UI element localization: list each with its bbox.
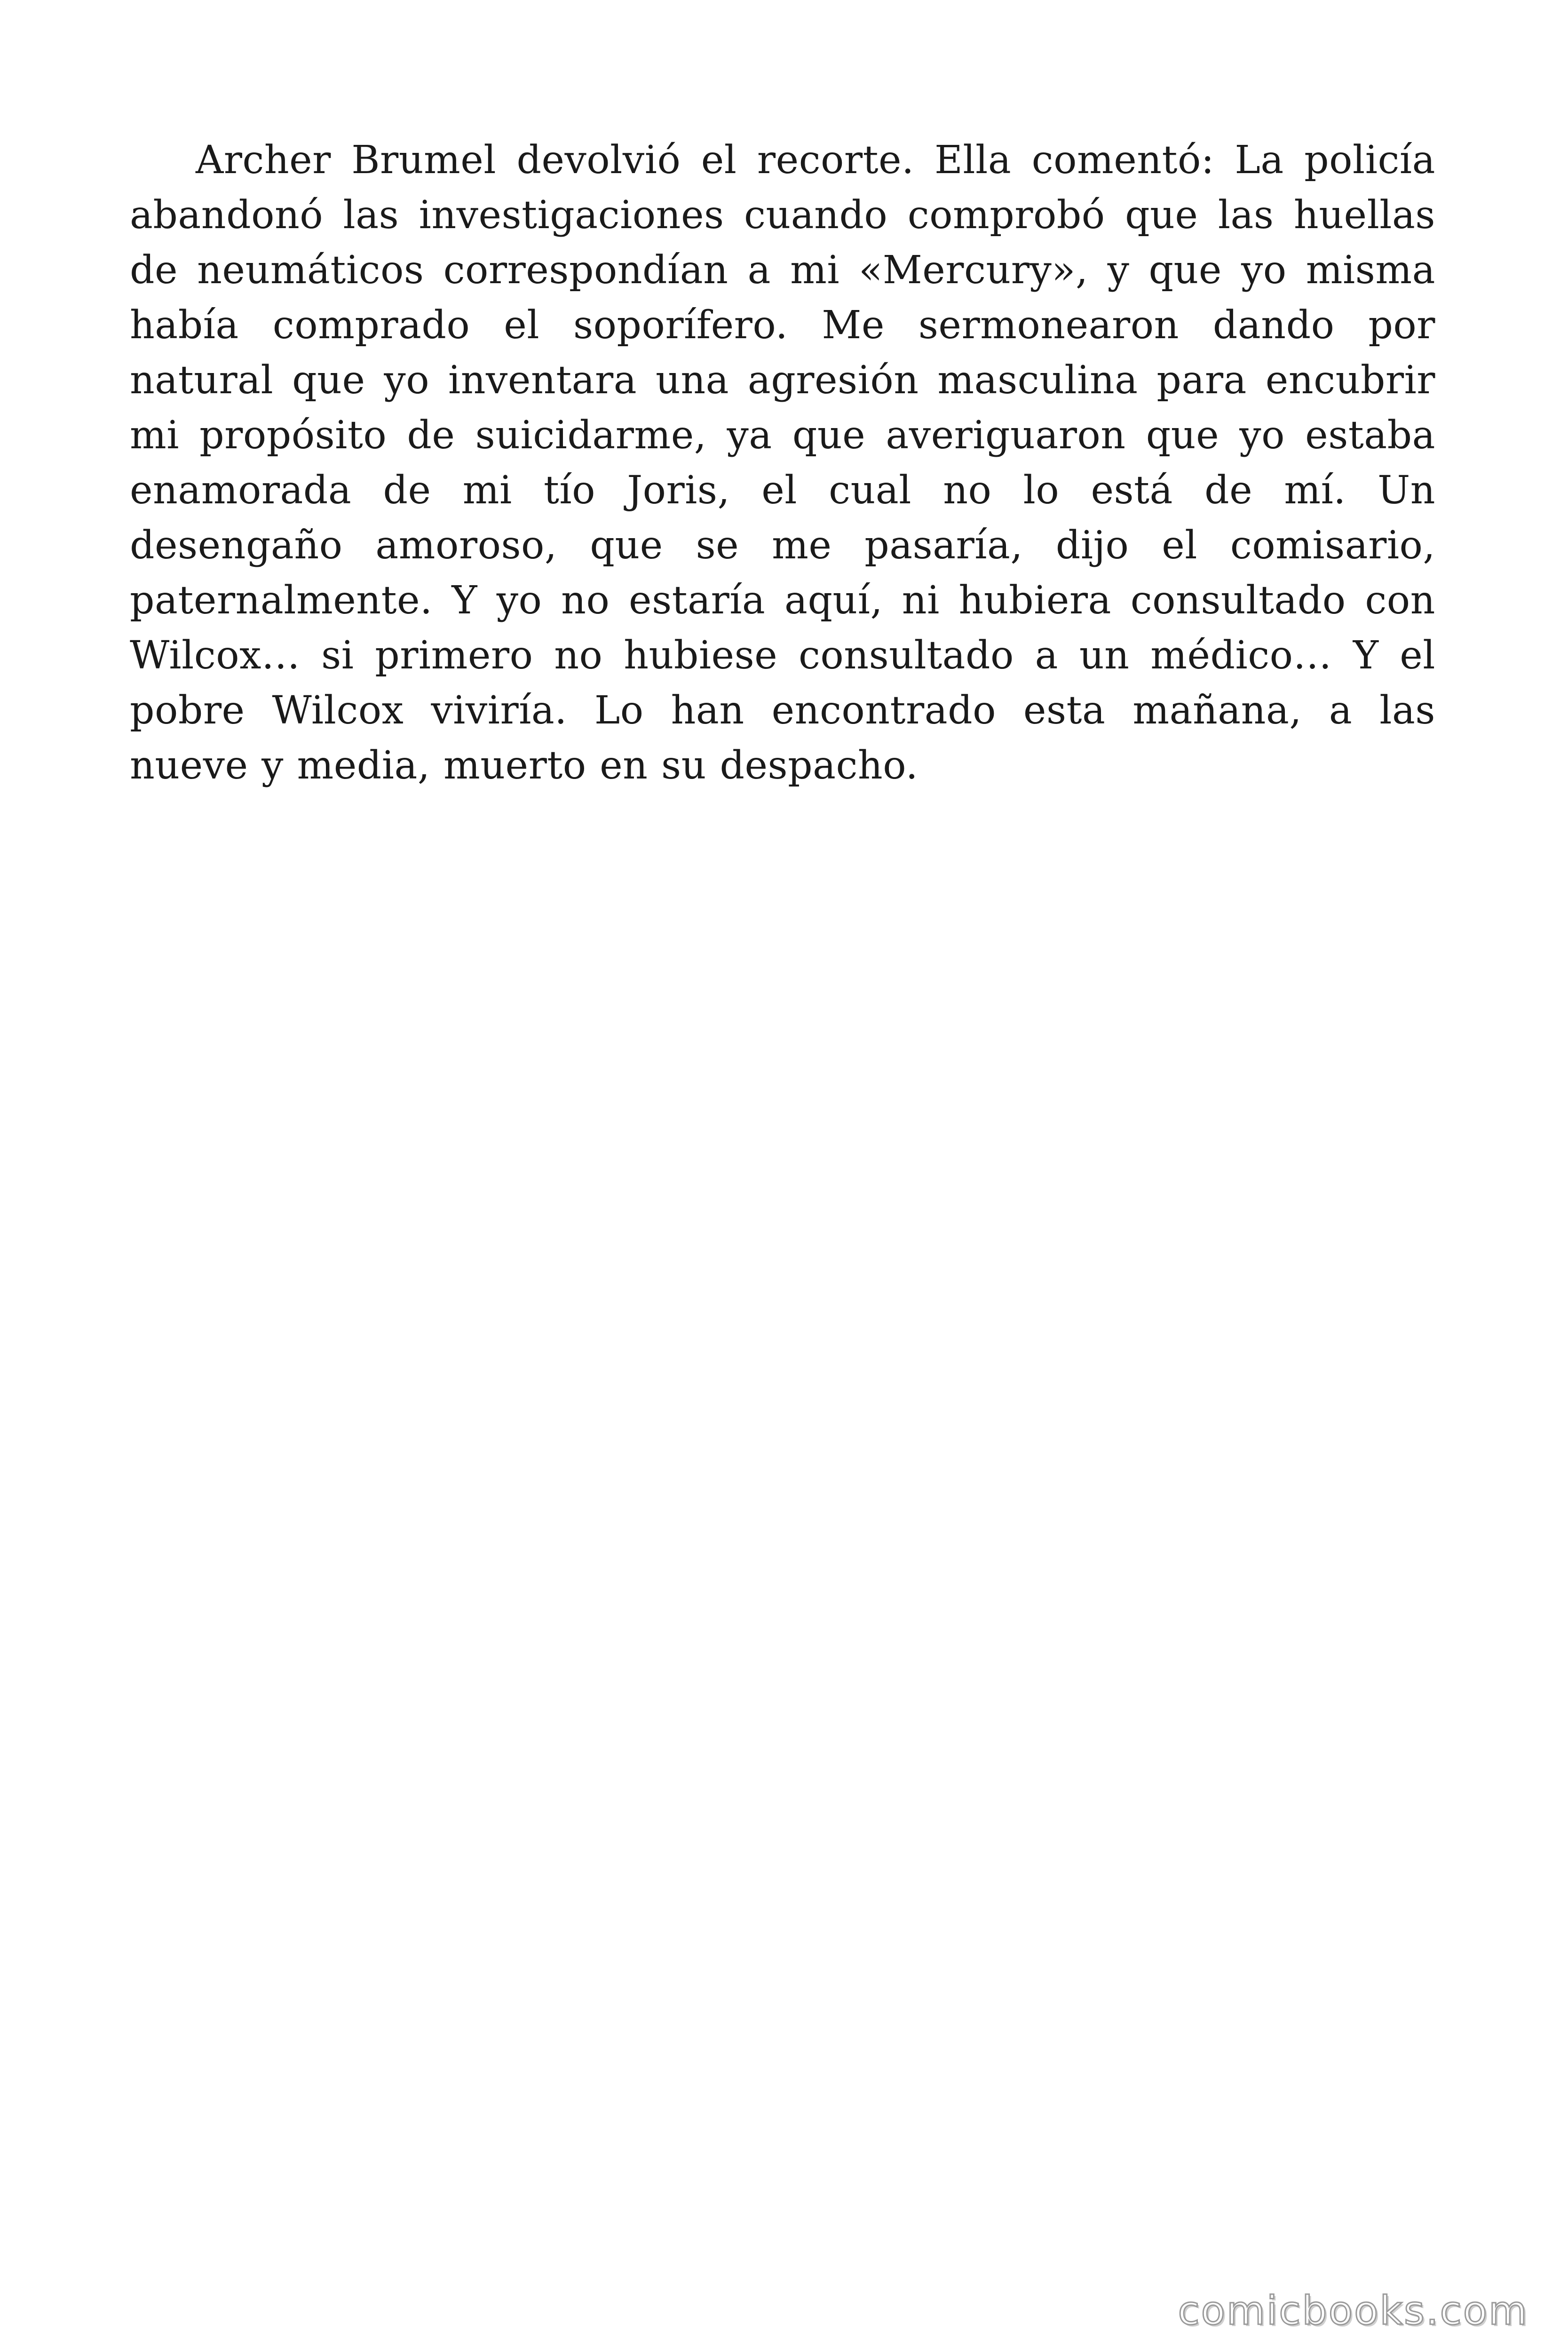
watermark: comicbooks.com <box>1178 2288 1528 2334</box>
body-text <box>130 133 1435 793</box>
paragraph: Archer Brumel devolvió el recorte. Ella comentó: La policía abandonó las investigaciones cuando comprobó que las huellas de neumáticos correspondían a mi «Mercury», y que yo misma había comprado el soporífero. Me sermonearon dando por natural que yo inventara una agresión masculina para encubrir mi propósito de suicidarme, ya que averiguaron que yo estaba enamorada de mi tío Joris, el cual no lo está de mí. Un desengaño amoroso, que se me pasaría, dijo el comisario, paternalmente. Y yo no estaría aquí, ni hubiera consultado con Wilcox… si primero no hubiese consultado a un médico… Y el pobre Wilcox viviría. Lo han encontrado esta mañana, a las nueve y media, muerto en su despacho. <box>130 138 1435 788</box>
